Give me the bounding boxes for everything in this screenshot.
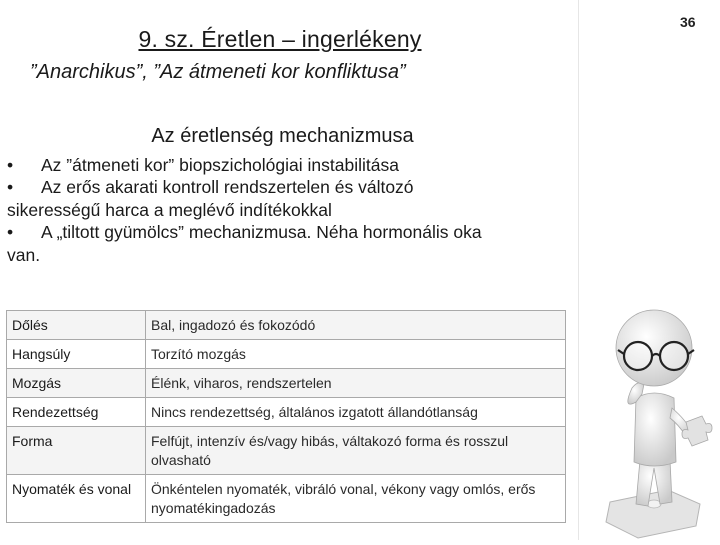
table-cell-description: Nincs rendezettség, általános izgatott állandótlanság [146, 398, 566, 427]
table-row [7, 398, 566, 427]
table-cell-description: Bal, ingadozó és fokozódó [146, 311, 566, 340]
table-cell-property: Mozgás [7, 369, 146, 398]
table-row [7, 427, 566, 475]
table-cell-description: Felfújt, intenzív és/vagy hibás, váltakozó forma és rosszul olvasható [146, 427, 566, 475]
bullet-text: Az erős akarati kontroll rendszertelen és változó [41, 177, 414, 198]
table-cell-property: Dőlés [7, 311, 146, 340]
bullet-text: Az ”átmeneti kor” biopszichológiai instabilitása [41, 155, 399, 175]
table-cell-property: Nyomaték és vonal [7, 475, 146, 523]
figure-illustration [592, 290, 720, 540]
figure-body [634, 393, 676, 466]
table-row [7, 369, 566, 398]
bullet-item [7, 154, 567, 176]
bullet-text: A „tiltott gyümölcs” mechanizmusa. Néha hormonális oka [41, 222, 482, 243]
bullet-item [7, 176, 567, 198]
bullet-marker: • [7, 177, 14, 198]
puzzle-piece-ground [606, 490, 700, 538]
slide-title: 9. sz. Éretlen – ingerlékeny [138, 26, 422, 52]
table-row [7, 311, 566, 340]
slide-subtitle: ”Anarchikus”, ”Az átmeneti kor konfliktusa” [30, 61, 406, 83]
thinking-figure-with-puzzle-icon [592, 290, 720, 540]
characteristics-table [6, 310, 566, 523]
table-cell-property: Forma [7, 427, 146, 475]
bullet-list [7, 154, 567, 266]
puzzle-piece-held [682, 416, 712, 446]
table-row [7, 340, 566, 369]
table-cell-description: Torzító mozgás [146, 340, 566, 369]
page-number: 36 [680, 14, 696, 30]
table-cell-description: Önkéntelen nyomaték, vibráló vonal, vékony vagy omlós, erős nyomatékingadozás [146, 475, 566, 523]
table-cell-description: Élénk, viharos, rendszertelen [146, 369, 566, 398]
table-row [7, 475, 566, 523]
bullet-continuation: van. [7, 244, 41, 265]
section-heading: Az éretlenség mechanizmusa [151, 125, 414, 147]
bullet-item [7, 221, 567, 243]
table-cell-property: Hangsúly [7, 340, 146, 369]
bullet-marker: • [7, 155, 14, 175]
table-cell-property: Rendezettség [7, 398, 146, 427]
divider [578, 0, 579, 540]
bullet-marker: • [7, 222, 14, 243]
bullet-continuation: sikerességű harca a meglévő indítékokkal [7, 199, 332, 220]
